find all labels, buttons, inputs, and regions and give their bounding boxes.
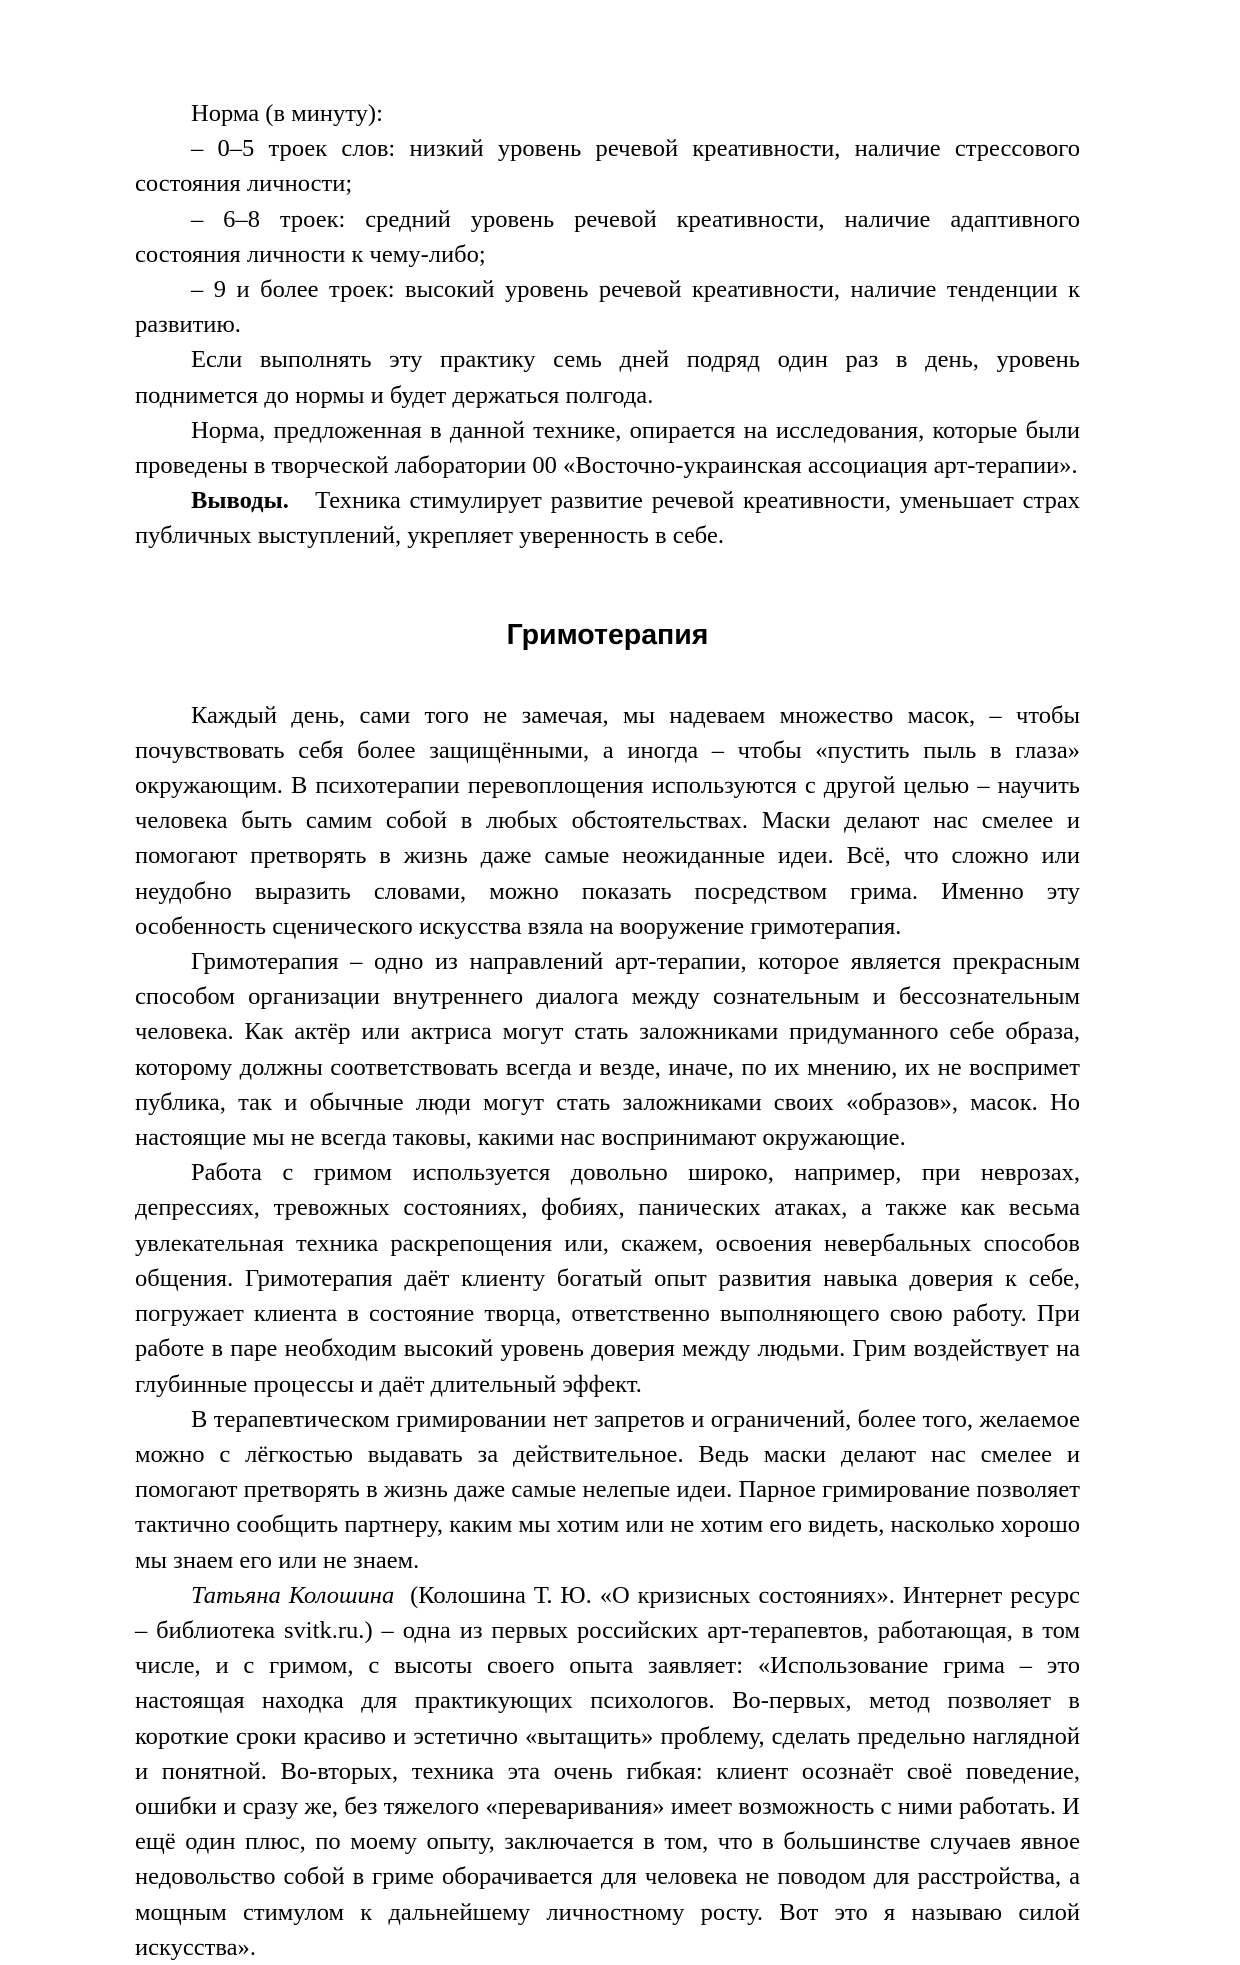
heading-spacer-top [135, 554, 1080, 618]
paragraph-level-high: – 9 и более троек: высокий уровень речевой креативности, наличие тенденции к развитию. [135, 276, 1080, 339]
conclusions-spacer [289, 487, 315, 514]
citation-author-name: Татьяна Колошина [191, 1581, 395, 1609]
paragraph-grimotherapy-definition: Гримотерапия – одно из направлений арт-терапии, которое является прекрасным способом организации внутреннего диалога между сознательным и бессознательным человека. Как актёр или актриса могут стать заложниками придуманного себе образа, которому должны соответствовать всегда и везде, иначе, по их мнению, их не воспримет публика, так и обычные люди могут стать заложниками своих «образов», масок. Но настоящие мы не всегда таковы, какими нас воспринимают окружающие. [135, 948, 1080, 1152]
heading-spacer-bottom [135, 652, 1080, 698]
paragraph-grim-applications: Работа с гримом используется довольно широко, например, при неврозах, депрессиях, тревожных состояниях, фобиях, панических атаках, а также как весьма увлекательная техника раскрепощения или, скажем, освоения невербальных способов общения. Гримотерапия даёт клиенту богатый опыт развития навыка доверия к себе, погружает клиента в состояние творца, ответственно выполняющего свою работу. При работе в паре необходим высокий уровень доверия между людьми. Грим воздействует на глубинные процессы и даёт длительный эффект. [135, 1159, 1080, 1398]
paragraph-practice-duration: Если выполнять эту практику семь дней подряд один раз в день, уровень поднимется до нормы и будет держаться полгода. [135, 346, 1080, 409]
paragraph-masks-intro: Каждый день, сами того не замечая, мы надеваем множество масок, – чтобы почувствовать себя более защищёнными, а иногда – чтобы «пустить пыль в глаза» окружающим. В психотерапии перевоплощения используются с другой целью – научить человека быть самим собой в любых обстоятельствах. Маски делают нас смелее и помогают претворять в жизнь даже самые неожиданные идеи. Всё, что сложно или неудобно выразить словами, можно показать посредством грима. Именно эту особенность сценического искусства взяла на вооружение гримотерапия. [135, 701, 1080, 940]
conclusions-text: Техника стимулирует развитие речевой креативности, уменьшает страх публичных выступлений, укрепляет уверенность в себе. [135, 487, 1081, 550]
citation-spacer [394, 1582, 410, 1609]
paragraph-koloshina-citation [135, 1578, 1080, 1965]
paragraph-level-low: – 0–5 троек слов: низкий уровень речевой креативности, наличие стрессового состояния личности; [135, 135, 1080, 198]
paragraph-norm-research: Норма, предложенная в данной технике, опирается на исследования, которые были проведены в творческой лаборатории 00 «Восточно-украинская ассоциация арт-терапии». [135, 416, 1080, 480]
paragraph-level-medium: – 6–8 троек: средний уровень речевой креативности, наличие адаптивного состояния личности к чему-либо; [135, 205, 1080, 268]
paragraph-conclusions [135, 483, 1080, 553]
paragraph-therapeutic-makeup: В терапевтическом гримировании нет запретов и ограничений, более того, желаемое можно с лёгкостью выдавать за действительное. Ведь маски делают нас смелее и помогают претворять в жизнь даже самые нелепые идеи. Парное гримирование позволяет тактично сообщить партнеру, каким мы хотим или не хотим его видеть, насколько хорошо мы знаем его или не знаем. [135, 1405, 1080, 1574]
citation-body-text: (Колошина Т. Ю. «О кризисных состояниях». Интернет ресурс – библиотека svitk.ru.) – одна из первых российских арт-терапевтов, работающая, в том числе, и с гримом, с высоты своего опыта заявляет: «Использование грима – это настоящая находка для практикующих психологов. Во-первых, метод позволяет в короткие сроки красиво и эстетично «вытащить» проблему, сделать предельно наглядной и понятной. Во-вторых, техника эта очень гибкая: клиент осознаёт своё поведение, ошибки и сразу же, без тяжелого «переваривания» имеет возможность с ними работать. И ещё один плюс, по моему опыту, заключается в том, что в большинстве случаев явное недовольство собой в гриме оборачивается для человека не поводом для расстройства, а мощным стимулом к дальнейшему личностному росту. Вот это я называю силой искусства». [135, 1581, 1080, 1961]
page-title: Гримотерапия [506, 618, 709, 651]
paragraph-norm-intro: Норма (в минуту): [191, 100, 383, 127]
document-text-column [135, 96, 1080, 1965]
conclusions-label: Выводы. [191, 487, 289, 515]
